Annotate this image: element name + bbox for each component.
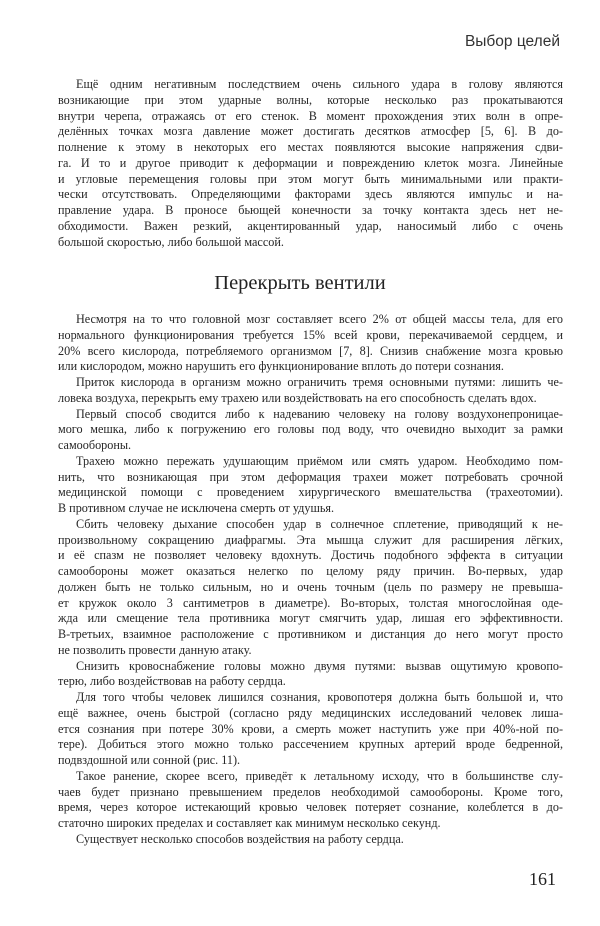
page-number: 161 [529,869,556,889]
text-line: ет кружок около 3 сантиметров в диаметре). Во-вторых, толстая многослойная оде- [58,595,563,610]
text-line: произвольному сокращению диафрагмы. Эта мышца служит для расширения лёгких, [58,532,563,547]
text-line: статочно широких пределах и составляет как минимум несколько секунд. [58,816,441,830]
text-line: самообороны. [58,438,132,452]
text-line: обходимости. Важен резкий, акцентированный удар, наносимый либо с очень [58,218,563,233]
text-line: внутри черепа, отражаясь от его стенок. В момент прохождения этих волн в опре- [58,108,563,123]
paragraph [58,407,563,454]
text-line: возникающие при этом ударные волны, которые несколько раз прокатываются [58,92,563,107]
paragraph [58,769,563,832]
text-line: 20% всего кислорода, потребляемого организмом [7, 8]. Снизив снабжение мозга кровью [58,343,563,358]
intro-text [58,77,563,250]
text-line: нормального функционирования требуется 15% всей крови, перекачиваемой сердцем, и [58,327,563,342]
text-line: Трахею можно пережать удушающим приёмом или смять ударом. Необходимо пом- [76,453,563,468]
text-line: или кислородом, можно нарушить его функционирование вплоть до потери сознания. [58,359,504,374]
text-line: самообороны может оказаться нелегко по целому ряду причин. Во-первых, удар [58,564,563,578]
text-line: Такое ранение, скорее всего, приведёт к летальному исходу, что в большинстве слу- [76,768,563,783]
text-line: терю, либо воздействовав на работу сердца. [58,674,286,689]
text-line: Для того чтобы человек лишился сознания, кровопотеря должна быть большой и, что [76,690,563,704]
text-line: не позволить провести данную атаку. [58,642,252,657]
text-line: и угловые перемещения головы при этом могут быть минимальными или практи- [58,171,563,186]
text-line: В-третьих, взаимное расположение с противником и дистанция до него могут просто [58,627,563,641]
text-line: правление удара. В проносе бьющей конечности за точку контакта здесь нет не- [58,203,563,217]
text-line: медицинской помощи с проведением хирургического вмешательства (трахеотомии). [58,485,563,500]
text-line: чаев будет признано превышением пределов необходимой самообороны. Кроме того, [58,784,563,799]
paragraph [58,659,563,691]
paragraph [58,312,563,375]
section-text [58,312,563,848]
text-line: Первый способ сводится либо к надеванию человеку на голову воздухонепроницае- [76,406,563,421]
paragraph [58,375,563,407]
paragraph [58,454,563,517]
text-line: Несмотря на то что головной мозг составляет всего 2% от общей массы тела, для его [76,312,563,326]
text-line: большой скоростью, либо большой массой. [58,234,284,249]
text-line: подвздошной или сонной (рис. 11). [58,753,241,767]
text-line: га. И то и другое приводит к деформации и повреждению клеток мозга. Линейные [58,155,563,170]
text-line: Снизить кровоснабжение головы можно двумя путями: вызвав ощутимую кровопо- [76,658,563,673]
paragraph [58,690,563,769]
text-line: Существует несколько способов воздействия на работу сердца. [76,831,404,846]
text-line: время, через которое истекающий кровью человек потеряет сознание, колеблется в до- [58,800,563,815]
paragraph [58,77,563,250]
text-line: чески отсутствовать. Определяющими факторами здесь являются импульс и на- [58,187,563,202]
text-line: должен быть не только сильным, но и очень точным (цель по размеру не превыша- [58,579,563,594]
text-line: В противном случае не исключена смерть от удушья. [58,501,335,515]
running-head: Выбор целей [464,33,560,50]
text-line: делённых точках мозга давление может достигать десятков атмосфер [5, 6]. В до- [58,124,563,139]
text-line: Ещё одним негативным последствием очень сильного удара в голову являются [76,77,563,91]
section-heading: Перекрыть вентили [214,272,386,294]
text-line: ется сознания при потере 30% крови, а смерть может наступить уже при 40%-ной по- [58,721,563,736]
paragraph [58,517,563,659]
text-line: тере). Добиться этого можно только рассечением крупных артерий вроде бедренной, [58,737,563,752]
text-line: полнение к этому в некоторых его местах появляются высокие напряжения сдви- [58,140,563,154]
text-line: Сбить человеку дыхание способен удар в солнечное сплетение, приводящий к не- [76,516,563,531]
text-line: мого мешка, либо к погружению его головы под воду, что очевидно выходит за рамки [58,422,563,437]
text-line: нить, что возникающая при этом деформация трахеи может потребовать срочной [58,469,563,484]
text-line: и её спазм не позволяет человеку вдохнуть. Достичь подобного эффекта в ситуации [58,548,563,563]
text-line: ловека воздуха, перекрыть ему трахею или воздействовать на его способность сделать вдох. [58,390,537,405]
text-line: Приток кислорода в организм можно ограничить тремя основными путями: лишить че- [76,375,563,389]
text-line: ещё важнее, очень быстрой (согласно ряду медицинских исследований человек лиша- [58,705,563,720]
paragraph [58,832,563,848]
text-line: жда или смещение тела противника могут смягчить удар, лишая его эффективности. [58,611,563,626]
